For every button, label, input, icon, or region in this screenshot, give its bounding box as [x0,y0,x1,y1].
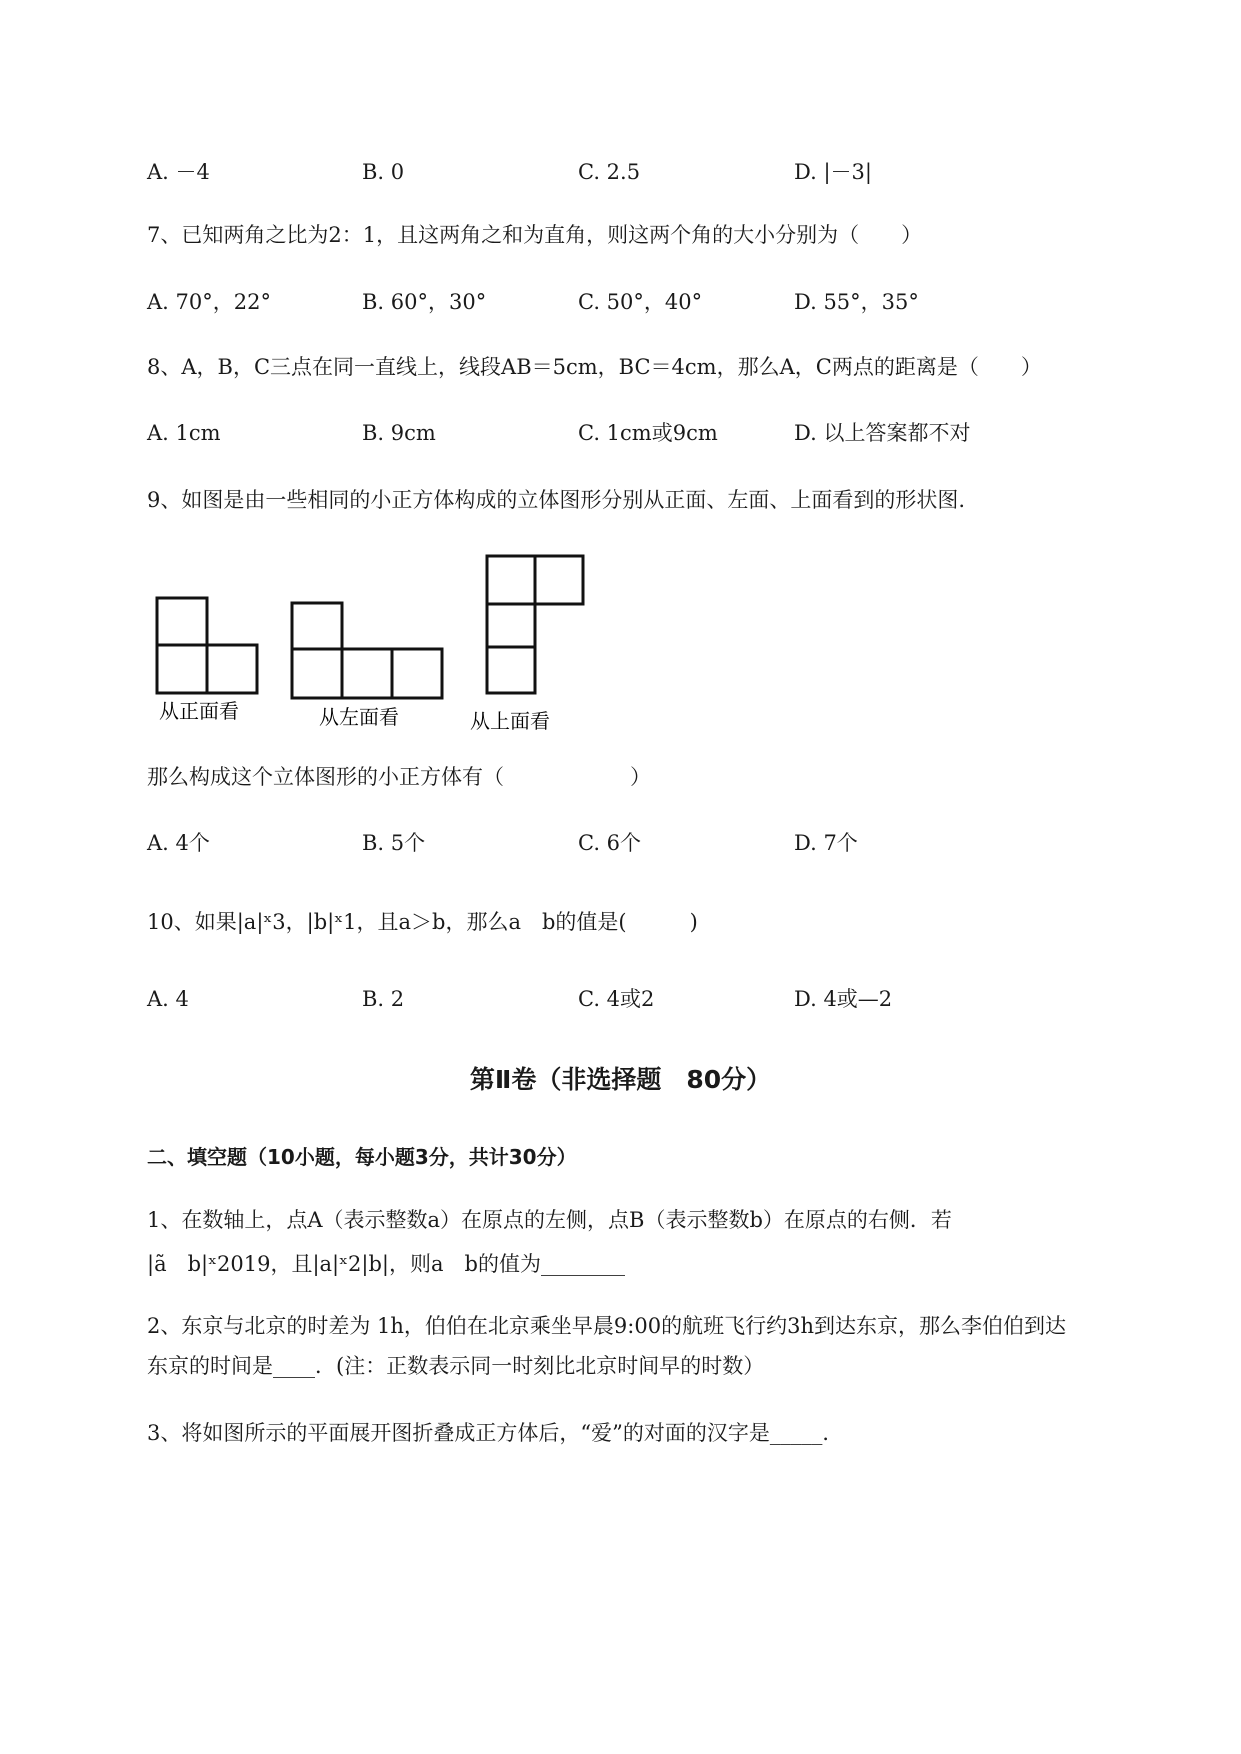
q6-option-d: D. |－3| [794,160,872,184]
q8-option-d: D. 以上答案都不对 [794,421,971,445]
q7-option-a: A. 70°，22° [147,290,271,314]
fill-q2-line2: 东京的时间是____．(注：正数表示同一时刻比北京时间早的时数） [147,1354,765,1378]
q10-option-a: A. 4 [147,987,189,1011]
q10-option-c: C. 4或2 [578,987,655,1011]
q7-option-d: D. 55°，35° [794,290,919,314]
q8-option-a: A. 1cm [147,421,221,445]
front-view-label: 从正面看 [159,699,239,723]
q6-option-b: B. 0 [362,160,405,184]
q8-option-b: B. 9cm [362,421,436,445]
q9-stem: 9、如图是由一些相同的小正方体构成的立体图形分别从正面、左面、上面看到的形状图. [147,488,966,512]
fill-q3: 3、将如图所示的平面展开图折叠成正方体后，“爱”的对面的汉字是_____． [147,1421,844,1445]
q8-stem: 8、A，B，C三点在同一直线上，线段AB＝5cm，BC＝4cm，那么A，C两点的距离是（ ） [147,355,1042,379]
three-view-figure [147,548,607,738]
left-view-label: 从左面看 [319,705,399,729]
q8-option-c: C. 1cm或9cm [578,421,718,445]
top-view-label: 从上面看 [470,709,550,733]
fill-q2-line1: 2、东京与北京的时差为 1h，伯伯在北京乘坐早晨9:00的航班飞行约3h到达东京，那么李伯伯到达 [147,1314,1066,1338]
q6-option-c: C. 2.5 [578,160,641,184]
fill-q1-line1: 1、在数轴上，点A（表示整数a）在原点的左侧，点B（表示整数b）在原点的右侧．若 [147,1208,952,1232]
q9-option-c: C. 6个 [578,831,642,855]
q7-option-c: C. 50°，40° [578,290,703,314]
q10-option-d: D. 4或—2 [794,987,893,1011]
q9-option-b: B. 5个 [362,831,426,855]
q7-stem: 7、已知两角之比为2：1，且这两角之和为直角，则这两个角的大小分别为（ ） [147,223,923,247]
left-view-drawing [292,603,442,698]
q10-stem: 10、如果|a|ˣ3，|b|ˣ1，且a＞b，那么a b的值是( ) [147,910,698,934]
q7-option-b: B. 60°，30° [362,290,487,314]
q9-question: 那么构成这个立体图形的小正方体有（ ） [147,765,651,789]
q9-option-d: D. 7个 [794,831,858,855]
q6-option-a: A. －4 [147,160,210,184]
q9-option-a: A. 4个 [147,831,210,855]
section-title: 第Ⅱ卷（非选择题 80分） [469,1065,772,1094]
part-title: 二、填空题（10小题，每小题3分，共计30分） [147,1145,577,1169]
front-view-drawing [157,598,257,693]
q10-option-b: B. 2 [362,987,405,1011]
fill-q1-line2: |ã b|ˣ2019，且|a|ˣ2|b|，则a b的值为________ [147,1252,625,1276]
top-view-drawing [487,556,583,693]
